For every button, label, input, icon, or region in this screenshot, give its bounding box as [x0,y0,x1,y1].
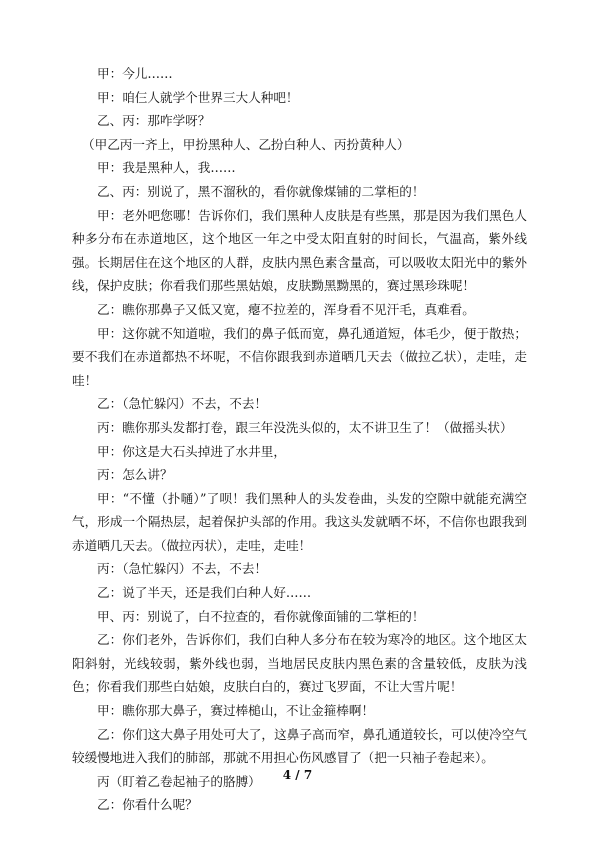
dialogue-line: 甲：“不懂（扑嗵）”了呗！我们黑种人的头发卷曲，头发的空隙中就能充满空气，形成一个隔热层，起着保护头部的作用。我这头发就晒不坏，不信你也跟我到赤道晒几天去。（做拉丙状），走哇，走哇！ [72,490,527,553]
dialogue-line: 丙：怎么讲？ [97,467,173,483]
dialogue-line: 乙、丙：别说了，黑不溜秋的，看你就像煤铺的二掌柜的！ [97,183,425,199]
dialogue-line: 甲：今儿…… [97,66,173,81]
page-number: 4 / 7 [282,768,313,782]
dialogue-line: 乙：你们这大鼻子用处可大了，这鼻子高而窄，鼻孔通道较长，可以使冷空气较缓慢地进入我们的肺部，那就不用担心伤风感冒了（把一只袖子卷起来）。 [72,726,527,766]
dialogue-line: 甲：瞧你那大鼻子，赛过棒槌山，不让金箍棒啊！ [97,703,375,719]
dialogue-line: 乙：瞧你那鼻子又低又宽，瘪不拉差的，浑身看不见汗毛，真难看。 [97,301,475,317]
dialogue-line: 甲、丙：别说了，白不拉查的，看你就像面铺的二掌柜的！ [97,608,425,624]
dialogue-line: 甲：你这是大石头掉进了水井里， [97,443,286,459]
dialogue-line: 甲：老外吧您哪！告诉你们，我们黑种人皮肤是有些黑，那是因为我们黑色人种多分布在赤道地区，这个地区一年之中受太阳直射的时间长，气温高，紫外线强。长期居住在这个地区的人群，皮肤内黑色素含量高，可以吸收太阳光中的紫外线，保护皮肤；你看我们那些黑姑娘，皮肤黝黑黝黑的，赛过黑珍珠呢！ [72,207,527,294]
dialogue-line: 丙：（急忙躲闪）不去，不去！ [97,561,268,577]
dialogue-line: 乙：说了半天，还是我们白种人好…… [97,585,312,601]
dialogue-line: 甲：咱仨人就学个世界三大人种吧！ [97,89,299,105]
dialogue-line: 乙：你们老外，告诉你们，我们白种人多分布在较为寒冷的地区。这个地区太阳斜射，光线较弱，紫外线也弱，当地居民皮肤内黑色素的含量较低，皮肤为浅色；你看我们那些白姑娘，皮肤白白的，赛过飞罗面，不让大雪片呢！ [72,632,527,695]
dialogue-line: 甲：我是黑种人，我…… [97,160,236,176]
stage-direction: 丙（盯着乙卷起袖子的胳膊） [97,773,261,789]
dialogue-line: 甲：这你就不知道啦，我们的鼻子低而宽，鼻孔通道短，体毛少，便于散热；要不我们在赤道都热不坏呢，不信你跟我到赤道晒几天去（做拉乙状），走哇，走哇！ [72,325,527,388]
stage-direction: （甲乙丙一齐上，甲扮黑种人、乙扮白种人、丙扮黄种人） [82,136,410,152]
page-content [72,62,527,817]
dialogue-line: 丙：瞧你那头发都打卷，跟三年没洗头似的，太不讲卫生了！（做摇头状） [97,419,513,435]
dialogue-line: 乙：（急忙躲闪）不去，不去！ [97,396,268,412]
dialogue-line: 乙：你看什么呢？ [97,797,198,813]
dialogue-line: 乙、丙：那咋学呀？ [97,113,211,129]
